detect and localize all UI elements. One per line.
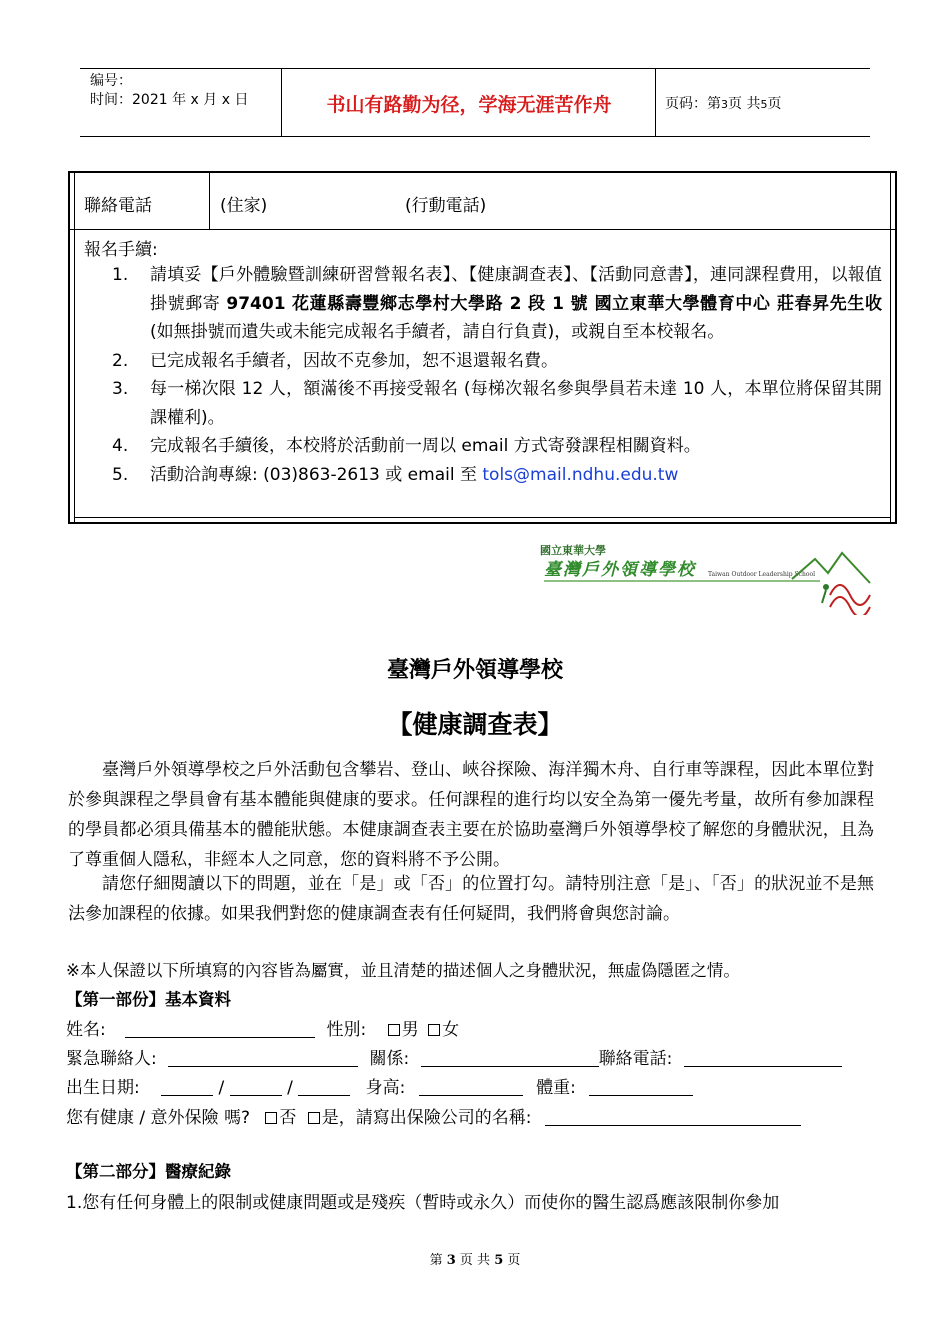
weight-label: 體重: bbox=[536, 1078, 576, 1098]
footer-suffix: 页 bbox=[507, 1253, 521, 1268]
intro-paragraph: 臺灣戶外領導學校之戶外活動包含攀岩、登山、峽谷探險、海洋獨木舟、自行車等課程，因此本單位對於參與課程之學員會有基本體能與健康的要求。任何課程的進行均以安全為第一優先考量，故所有參加課程的學員都必須具備基本的體能狀態。本健康調查表主要在於協助臺灣戶外領導學校了解您的身體狀況，且為了尊重個人隱私，非經本人之同意，您的資料將不予公開。 bbox=[68, 760, 874, 870]
email-link[interactable]: tols@mail.ndhu.edu.tw bbox=[482, 464, 679, 485]
contact-phone-label: 聯絡電話: bbox=[598, 1049, 673, 1069]
list-item bbox=[82, 347, 882, 376]
table-inner-bottom-border bbox=[74, 517, 891, 518]
registration-table bbox=[68, 171, 897, 524]
logo-english-name: Taiwan Outdoor Leadership School bbox=[708, 571, 816, 578]
date-label: 时间：2021 年 x 月 x 日 bbox=[90, 92, 249, 108]
contact-row-divider bbox=[209, 173, 210, 230]
name-gender-row bbox=[66, 1015, 459, 1040]
instruction-paragraph: 請您仔細閱讀以下的問題，並在「是」或「否」的位置打勾。請特別注意「是」、「否」的狀況並不是無法參加課程的依據。如果我們對您的健康調查表有任何疑問，我們將會與您討論。 bbox=[68, 874, 874, 924]
page-total: 5 bbox=[760, 98, 768, 111]
birth-year-field[interactable] bbox=[161, 1078, 213, 1096]
list-item-number: 1. bbox=[112, 265, 129, 285]
page-end: 页 bbox=[767, 96, 782, 112]
item-text-part: 請填妥【戶外體驗暨訓練研習營報名表】、【健康調查表】、【活動同意書】，連同課程費用，以報值掛號郵寄 bbox=[150, 265, 882, 314]
emergency-contact-label: 緊急聯絡人: bbox=[66, 1049, 157, 1069]
emergency-contact-row bbox=[66, 1044, 842, 1069]
header-top-rule bbox=[80, 68, 870, 69]
logo-wave-icon bbox=[830, 597, 870, 615]
item-text-part: (如無掛號而遺失或未能完成報名手續者，請自行負責)，或親自至本校報名。 bbox=[150, 322, 725, 342]
list-item-number: 2. bbox=[112, 350, 129, 371]
male-checkbox[interactable] bbox=[388, 1024, 400, 1036]
emergency-contact-field[interactable] bbox=[168, 1049, 358, 1067]
page-footer bbox=[0, 1249, 950, 1268]
page-title: 臺灣戶外領導學校 bbox=[386, 657, 563, 683]
list-item-number: 5. bbox=[112, 464, 129, 485]
list-item-number: 4. bbox=[112, 436, 129, 456]
birth-date-label: 出生日期: bbox=[66, 1078, 140, 1098]
insurance-company-field[interactable] bbox=[545, 1108, 801, 1126]
page-label: 页码：第 bbox=[665, 96, 721, 112]
relation-field[interactable] bbox=[421, 1049, 599, 1067]
list-item bbox=[82, 375, 882, 432]
page-mid: 页 共 bbox=[728, 96, 761, 112]
date-separator: / bbox=[218, 1078, 225, 1098]
name-field[interactable] bbox=[125, 1020, 315, 1038]
header-bottom-rule bbox=[80, 136, 870, 137]
footer-mid: 页 共 bbox=[459, 1253, 491, 1268]
list-item-text bbox=[150, 261, 882, 347]
insurance-row bbox=[66, 1103, 801, 1128]
section-basic-info-heading: 【第一部份】基本資料 bbox=[66, 990, 231, 1009]
medical-question-1: 1.您有任何身體上的限制或健康問題或是殘疾（暫時或永久）而使你的醫生認爲應該限制你參加 bbox=[66, 1193, 780, 1213]
item-text-part: 活動洽詢專線: (03)863-2613 或 email 至 bbox=[150, 464, 483, 485]
logo-climber-icon bbox=[823, 584, 829, 590]
male-label: 男 bbox=[401, 1020, 419, 1040]
logo-wave-icon bbox=[830, 585, 870, 605]
list-item-text: 已完成報名手續者，因故不克參加，恕不退還報名費。 bbox=[150, 350, 558, 371]
form-subtitle: 【健康調查表】 bbox=[387, 710, 563, 739]
list-item bbox=[82, 461, 882, 490]
logo-school-name: 臺灣戶外領導學校 bbox=[544, 560, 696, 580]
birth-height-weight-row bbox=[66, 1073, 693, 1098]
birth-month-field[interactable] bbox=[230, 1078, 282, 1096]
mailing-address: 97401 花蓮縣壽豐鄉志學村大學路 2 段 1 號 國立東華大學體育中心 莊春昇先生收 bbox=[226, 293, 882, 314]
list-item-text bbox=[150, 461, 882, 490]
insurance-no-checkbox[interactable] bbox=[265, 1112, 277, 1124]
name-label: 姓名: bbox=[66, 1020, 106, 1040]
female-label: 女 bbox=[442, 1020, 460, 1040]
height-field[interactable] bbox=[419, 1078, 523, 1096]
insurance-yes-checkbox[interactable] bbox=[308, 1112, 320, 1124]
insurance-no-label: 否 bbox=[279, 1108, 297, 1128]
header-page-indicator bbox=[665, 93, 781, 113]
contact-mobile-label: (行動電話) bbox=[405, 196, 487, 216]
list-item-text: 完成報名手續後，本校將於活動前一周以 email 方式寄發課程相關資料。 bbox=[150, 436, 701, 456]
section-medical-heading: 【第二部分】醫療紀錄 bbox=[66, 1162, 231, 1181]
logo-climber-body bbox=[822, 590, 826, 603]
birth-day-field[interactable] bbox=[298, 1078, 350, 1096]
female-checkbox[interactable] bbox=[428, 1024, 440, 1036]
footer-prefix: 第 bbox=[429, 1253, 443, 1268]
footer-page-total: 5 bbox=[494, 1253, 504, 1268]
list-item-number: 3. bbox=[112, 379, 129, 399]
contact-home-label: (住家) bbox=[220, 196, 268, 216]
list-item bbox=[82, 261, 882, 347]
logo-mountain-icon bbox=[792, 553, 870, 583]
contact-phone-label: 聯絡電話 bbox=[84, 196, 152, 216]
page-number: 3 bbox=[721, 98, 728, 111]
gender-label: 性別: bbox=[326, 1020, 367, 1040]
registration-title: 報名手續: bbox=[84, 240, 158, 260]
insurance-yes-label: 是，請寫出保險公司的名稱: bbox=[321, 1108, 532, 1128]
serial-label: 编号： bbox=[90, 73, 132, 89]
header-meta bbox=[90, 72, 248, 110]
logo-university: 國立東華大學 bbox=[540, 544, 606, 557]
weight-field[interactable] bbox=[589, 1078, 693, 1096]
school-logo bbox=[530, 535, 880, 615]
footer-page-number: 3 bbox=[446, 1253, 456, 1268]
date-separator: / bbox=[287, 1078, 293, 1098]
contact-phone-field[interactable] bbox=[684, 1049, 842, 1067]
list-item bbox=[82, 432, 882, 461]
relation-label: 關係: bbox=[369, 1049, 410, 1069]
declaration-note: ※本人保證以下所填寫的內容皆為屬實，並且清楚的描述個人之身體狀況，無虛偽隱匿之情。 bbox=[66, 961, 740, 980]
header-motto: 书山有路勤为径，学海无涯苦作舟 bbox=[326, 94, 612, 116]
list-item-text: 每一梯次限 12 人，額滿後不再接受報名 (每梯次報名參與學員若未達 10 人，本單位將保留其開課權利)。 bbox=[150, 379, 882, 428]
height-label: 身高: bbox=[365, 1078, 406, 1098]
registration-list bbox=[82, 261, 882, 489]
insurance-question: 您有健康 / 意外保險 嗎? bbox=[66, 1108, 250, 1128]
